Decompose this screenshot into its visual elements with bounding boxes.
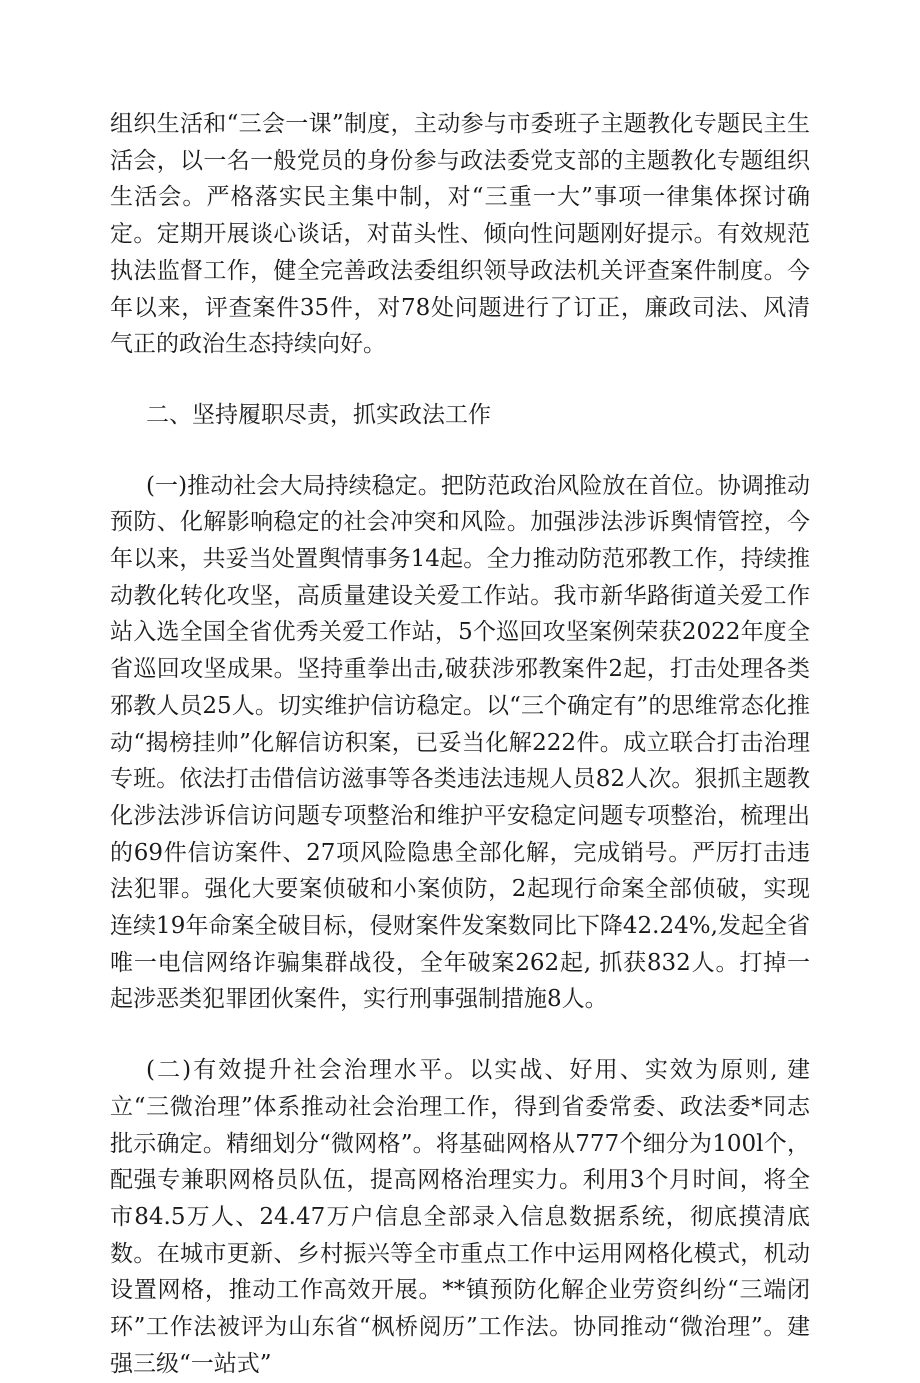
section-heading-2: 二、坚持履职尽责，抓实政法工作 — [146, 401, 491, 428]
document-body — [110, 106, 810, 1383]
paragraph-organizational-life: 组织生活和“三会一课”制度，主动参与市委班子主题教化专题民主生活会，以一名一般党员的身份参与政法委党支部的主题教化专题组织生活会。严格落实民主集中制，对“三重一大”事项一律集体探讨确定。定期开展谈心谈话，对苗头性、倾向性问题刚好提示。有效规范执法监督工作，健全完善政法委组织领导政法机关评查案件制度。今年以来，评查案件35件，对78处问题进行了订正，廉政司法、风清气正的政治生态持续向好。 — [110, 111, 810, 358]
paragraph-social-stability: (一)推动社会大局持续稳定。把防范政治风险放在首位。协调推动预防、化解影响稳定的社会冲突和风险。加强涉法涉诉舆情管控，今年以来，共妥当处置舆情事务14起。全力推动防范邪教工作，持续推动教化转化攻坚，高质量建设关爱工作站。我市新华路街道关爱工作站入选全国全省优秀关爱工作站，5个巡回攻坚案例荣获2022年度全省巡回攻坚成果。坚持重拳出击,破获涉邪教案件2起，打击处理各类邪教人员25人。切实维护信访稳定。以“三个确定有”的思维常态化推动“揭榜挂帅”化解信访积案，已妥当化解222件。成立联合打击治理专班。依法打击借信访滋事等各类违法违规人员82人次。狠抓主题教化涉法涉诉信访问题专项整治和维护平安稳定问题专项整治，梳理出的69件信访案件、27项风险隐患全部化解，完成销号。严厉打击违法犯罪。强化大要案侦破和小案侦防，2起现行命案全部侦破，实现连续19年命案全破目标，侵财案件发案数同比下降42.24%,发起全省唯一电信网络诈骗集群战役，全年破案262起, 抓获832人。打掉一起涉恶类犯罪团伙案件，实行刑事强制措施8人。 — [110, 472, 810, 1013]
paragraph-social-governance: (二)有效提升社会治理水平。以实战、好用、实效为原则, 建立“三微治理”体系推动社会治理工作，得到省委常委、政法委*同志批示确定。精细划分“微网格”。将基础网格从777个细分为100l个，配强专兼职网格员队伍，提高网格治理实力。利用3个月时间，将全市84.5万人、24.47万户信息全部录入信息数据系统，彻底摸清底数。在城市更新、乡村振兴等全市重点工作中运用网格化模式，机动设置网格，推动工作高效开展。**镇预防化解企业劳资纠纷“三端闭环”工作法被评为山东省“枫桥阅历”工作法。协同推动“微治理”。建强三级“一站式” — [110, 1057, 810, 1377]
